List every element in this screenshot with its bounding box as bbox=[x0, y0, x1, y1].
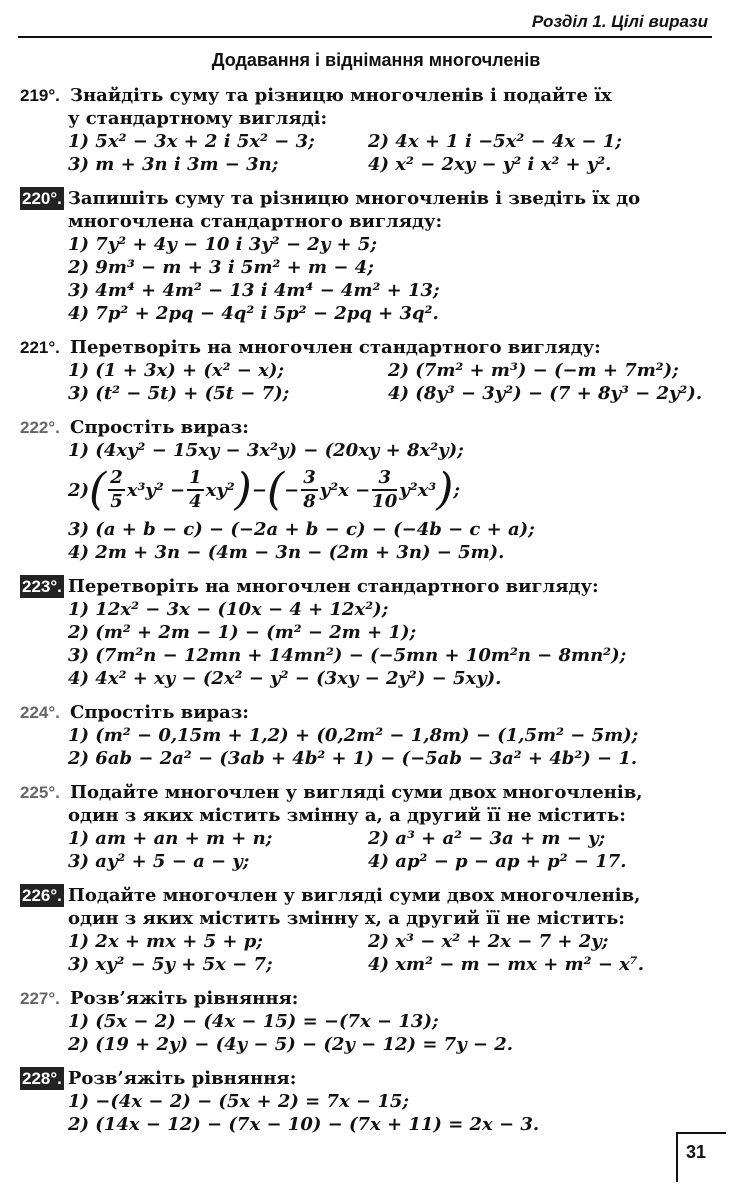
item: 2) x³ − x² + 2x − 7 + 2y; bbox=[368, 931, 609, 952]
problem-text: Подайте многочлен у вигляді суми двох многочленів, bbox=[67, 885, 641, 906]
numerator: 2 bbox=[108, 467, 125, 491]
denominator: 4 bbox=[189, 491, 202, 512]
numerator: 3 bbox=[301, 467, 318, 491]
problem-225 bbox=[20, 781, 710, 873]
item: 1) (4xy² − 15xy − 3x²y) − (20xy + 8x²y); bbox=[68, 440, 464, 461]
problem-number: 221°. bbox=[20, 338, 60, 357]
denominator: 8 bbox=[303, 491, 316, 512]
problem-text-cont: один з яких містить змінну x, а другий її не містить: bbox=[68, 908, 625, 929]
item-fraction-expression bbox=[20, 462, 710, 518]
problem-223 bbox=[20, 575, 710, 690]
paren-close: ) bbox=[436, 464, 454, 515]
denominator: 5 bbox=[110, 491, 123, 512]
operator: − bbox=[284, 479, 300, 501]
item: 2) a³ + a² − 3a + m − y; bbox=[368, 828, 606, 849]
item: 1) 2x + mx + 5 + p; bbox=[68, 931, 263, 952]
item: 1) (m² − 0,15m + 1,2) + (0,2m² − 1,8m) − (1,5m² − 5m); bbox=[68, 725, 639, 746]
problem-227 bbox=[20, 987, 710, 1056]
page-header bbox=[18, 8, 712, 38]
item: 3) (t² − 5t) + (5t − 7); bbox=[68, 383, 290, 404]
item: 3) (a + b − c) − (−2a + b − c) − (−4b − c + a); bbox=[68, 519, 535, 540]
term: x³y² − bbox=[126, 479, 186, 501]
problem-number: 225°. bbox=[20, 783, 60, 802]
denominator: 10 bbox=[372, 491, 398, 512]
fraction bbox=[301, 467, 318, 513]
problem-text-cont: многочлена стандартного вигляду: bbox=[68, 211, 443, 232]
item: 2) 4x + 1 і −5x² − 4x − 1; bbox=[368, 131, 622, 152]
item: 2) 9m³ − m + 3 і 5m² + m − 4; bbox=[68, 257, 374, 278]
item: 3) ay² + 5 − a − y; bbox=[68, 851, 250, 872]
item: 1) 12x² − 3x − (10x − 4 + 12x²); bbox=[68, 599, 389, 620]
item: 2) (14x − 12) − (7x − 10) − (7x + 11) = 2x − 3. bbox=[68, 1114, 540, 1135]
item: 2) 6ab − 2a² − (3ab + 4b² + 1) − (−5ab − 3a² + 4b²) − 1. bbox=[68, 748, 638, 769]
problem-text: Перетворіть на многочлен стандартного вигляду: bbox=[67, 576, 599, 597]
fraction bbox=[372, 467, 397, 513]
problem-number: 223°. bbox=[22, 577, 62, 596]
terminator: ; bbox=[453, 479, 461, 501]
problem-222 bbox=[20, 416, 710, 564]
problem-number: 222°. bbox=[20, 418, 60, 437]
item: 1) 7y² + 4y − 10 і 3y² − 2y + 5; bbox=[68, 234, 378, 255]
problem-number: 220°. bbox=[22, 189, 62, 208]
item: 3) m + 3n і 3m − 3n; bbox=[68, 154, 279, 175]
item: 4) xm² − m − mx + m² − x⁷. bbox=[368, 954, 645, 975]
chapter-title: Розділ 1. Цілі вирази bbox=[531, 12, 708, 31]
item: 1) 5x² − 3x + 2 і 5x² − 3; bbox=[68, 131, 315, 152]
section-title: Додавання і віднімання многочленів bbox=[211, 50, 541, 70]
numerator: 1 bbox=[187, 467, 204, 491]
item: 4) (8y³ − 3y²) − (7 + 8y³ − 2y²). bbox=[388, 383, 703, 404]
numerator: 3 bbox=[372, 467, 397, 491]
fraction bbox=[108, 467, 125, 513]
term: xy² bbox=[205, 479, 235, 501]
problem-220 bbox=[20, 187, 710, 325]
problem-text-cont: один з яких містить змінну a, а другий її не містить: bbox=[68, 805, 626, 826]
item: 4) 7p² + 2pq − 4q² і 5p² − 2pq + 3q². bbox=[68, 303, 439, 324]
problem-221 bbox=[20, 336, 710, 405]
problem-number: 226°. bbox=[22, 886, 62, 905]
problem-226 bbox=[20, 884, 710, 976]
item: 1) (5x − 2) − (4x − 15) = −(7x − 13); bbox=[68, 1011, 439, 1032]
item-prefix: 2) bbox=[68, 479, 90, 501]
problem-text: Знайдіть суму та різницю многочленів і подайте їх bbox=[70, 85, 612, 106]
item: 2) (19 + 2y) − (4y − 5) − (2y − 12) = 7y − 2. bbox=[68, 1034, 514, 1055]
item: 1) am + an + m + n; bbox=[68, 828, 273, 849]
problem-number: 219°. bbox=[20, 86, 60, 105]
problem-228 bbox=[20, 1067, 710, 1136]
paren-open: ( bbox=[89, 464, 107, 515]
item: 4) x² − 2xy − y² і x² + y². bbox=[368, 154, 612, 175]
item: 1) −(4x − 2) − (5x + 2) = 7x − 15; bbox=[68, 1091, 410, 1112]
problem-text: Перетворіть на многочлен стандартного вигляду: bbox=[70, 337, 601, 358]
problem-224 bbox=[20, 701, 710, 770]
item: 2) (7m² + m³) − (−m + 7m²); bbox=[388, 360, 679, 381]
paren-open: ( bbox=[266, 464, 285, 515]
item: 4) 2m + 3n − (4m − 3n − (2m + 3n) − 5m). bbox=[68, 542, 505, 563]
operator: − bbox=[251, 479, 267, 501]
problem-text: Спростіть вираз: bbox=[70, 702, 249, 723]
problem-text-cont: у стандартному вигляді: bbox=[68, 108, 328, 129]
item: 4) ap² − p − ap + p² − 17. bbox=[368, 851, 627, 872]
fraction bbox=[187, 467, 204, 513]
problem-text: Подайте многочлен у вигляді суми двох многочленів, bbox=[70, 782, 643, 803]
item: 2) (m² + 2m − 1) − (m² − 2m + 1); bbox=[68, 622, 417, 643]
page-number: 31 bbox=[676, 1132, 726, 1182]
problem-number: 228°. bbox=[22, 1069, 62, 1088]
item: 3) (7m²n − 12mn + 14mn²) − (−5mn + 10m²n − 8mn²); bbox=[68, 645, 627, 666]
item: 1) (1 + 3x) + (x² − x); bbox=[68, 360, 284, 381]
item: 3) xy² − 5y + 5x − 7; bbox=[68, 954, 273, 975]
term: y²x − bbox=[319, 479, 371, 501]
term: y²x³ bbox=[399, 479, 437, 501]
item: 3) 4m⁴ + 4m² − 13 і 4m⁴ − 4m² + 13; bbox=[68, 280, 440, 301]
problems-list bbox=[20, 84, 710, 1147]
problem-number: 224°. bbox=[20, 703, 60, 722]
problem-text: Розв’яжіть рівняння: bbox=[70, 988, 299, 1009]
paren-close: ) bbox=[234, 464, 252, 515]
problem-text: Спростіть вираз: bbox=[70, 417, 249, 438]
problem-219 bbox=[20, 84, 710, 176]
problem-number: 227°. bbox=[20, 989, 60, 1008]
item: 4) 4x² + xy − (2x² − y² − (3xy − 2y²) − 5xy). bbox=[68, 668, 502, 689]
problem-text: Розв’яжіть рівняння: bbox=[67, 1068, 297, 1089]
problem-text: Запишіть суму та різницю многочленів і зведіть їх до bbox=[67, 188, 641, 209]
